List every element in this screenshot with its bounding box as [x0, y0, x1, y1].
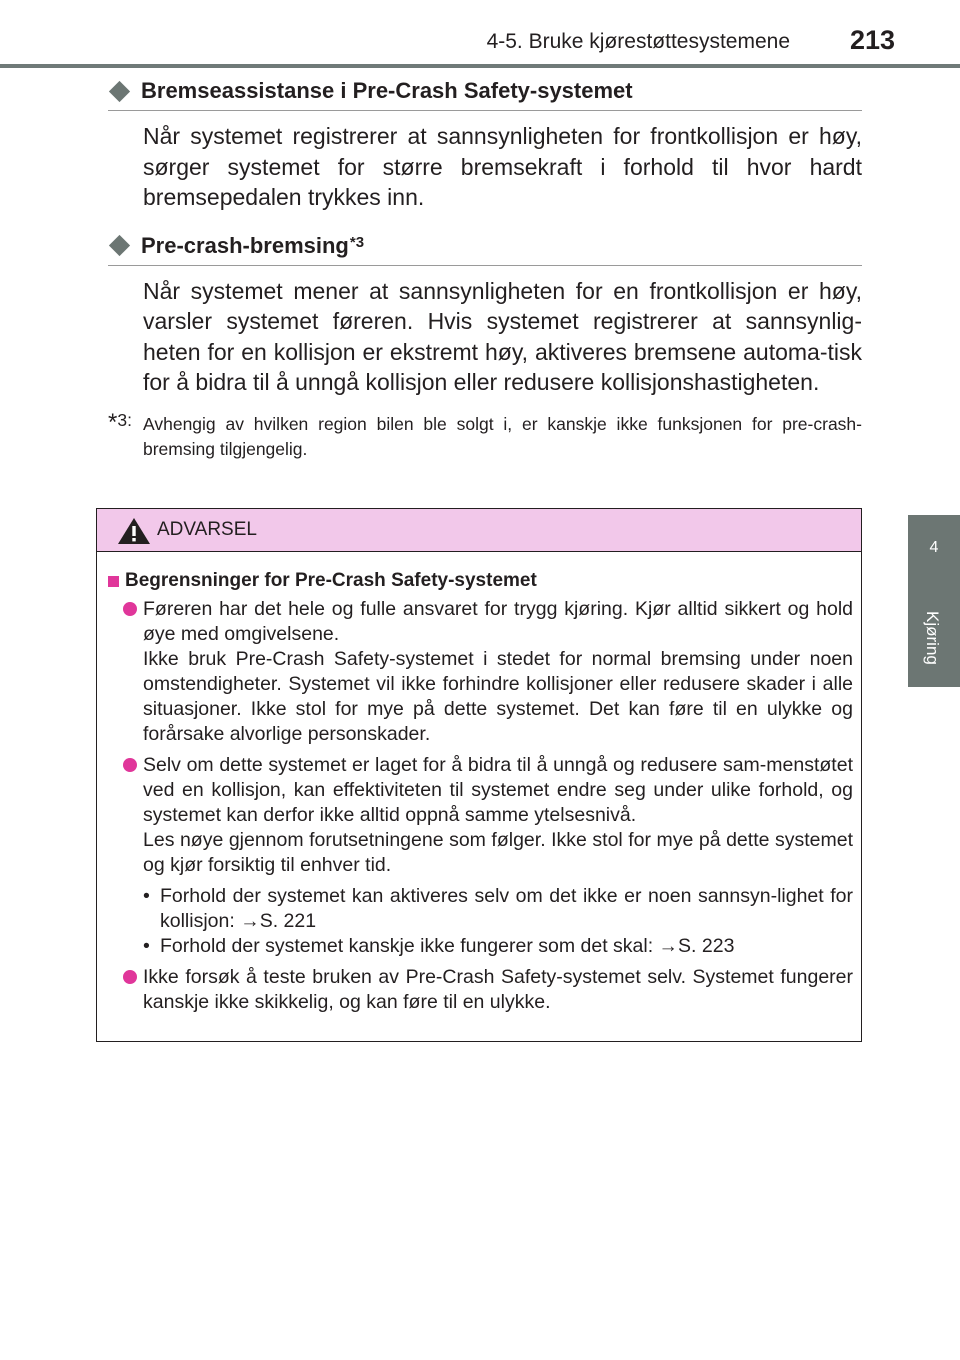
header-rule — [0, 64, 960, 68]
chapter-number: 4 — [929, 539, 939, 556]
footnote-star: * — [108, 408, 118, 436]
warning-point — [105, 597, 853, 747]
footnote-reference: *3 — [349, 234, 365, 251]
round-bullet-icon — [123, 602, 137, 616]
section-heading-text: Bremseassistanse i Pre-Crash Safety-systemet — [141, 78, 633, 103]
warning-paragraph: Føreren har det hele og fulle ansvaret for trygg kjøring. Kjør alltid sikkert og hold øye med omgivelsene. — [143, 598, 853, 645]
warning-body — [97, 552, 861, 1015]
chapter-label-tab — [908, 597, 960, 687]
warning-title: ADVARSEL — [157, 519, 257, 540]
warning-header — [97, 509, 861, 552]
sub-bullet-item — [143, 884, 853, 934]
warning-point — [105, 753, 853, 959]
section-heading-brake-assist — [108, 74, 862, 111]
section-heading-text: Pre-crash-bremsing — [141, 232, 349, 258]
round-bullet-icon — [123, 970, 137, 984]
diamond-icon — [109, 80, 130, 101]
chapter-tab — [908, 515, 960, 597]
footnote-text: Avhengig av hvilken region bilen ble solgt i, er kanskje ikke funksjonen for pre-crash-bremsing tilgjengelig. — [143, 413, 862, 459]
section-body-pre-crash-braking: Når systemet mener at sannsynligheten for en frontkollisjon er høy, varsler systemet føreren. Hvis systemet registrerer at sannsynlig-heten for en kollisjon er ekstremt høy, aktiveres bremsene automa-tisk for å bidra til å unngå kollisjon eller redusere kollisjonshastigheten. — [143, 277, 862, 395]
warning-paragraph: Les nøye gjennom forutsetningene som følger. Ikke stol for mye på dette systemet og kjør forsiktig til enhver tid. — [143, 829, 853, 876]
chapter-label: Kjøring — [923, 611, 942, 665]
main-content — [108, 74, 862, 462]
warning-triangle-icon — [117, 517, 151, 545]
bullet-dot-icon: • — [143, 885, 150, 907]
warning-paragraph: Ikke bruk Pre-Crash Safety-systemet i stedet for normal bremsing under noen omstendigheter. Systemet vil ikke forhindre kollisjoner eller redusere skader i alle situasjoner. Ikke stol for mye på dette systemet. Det kan føre til en ulykke og forårsake alvorlige personskader. — [143, 648, 853, 745]
section-body-brake-assist: Når systemet registrerer at sannsynligheten for frontkollisjon er høy, sørger systemet for større bremsekraft i forhold til hvor hardt bremsepedalen trykkes inn. — [143, 123, 862, 210]
sub-bullet-item — [143, 934, 853, 959]
warning-subheading-text: Begrensninger for Pre-Crash Safety-systemet — [125, 570, 537, 591]
bullet-dot-icon: • — [143, 935, 150, 957]
page-header — [0, 0, 960, 70]
warning-paragraph: Ikke forsøk å teste bruken av Pre-Crash Safety-systemet selv. Systemet fungerer kanskje ikke skikkelig, og kan føre til en ulykke. — [143, 966, 853, 1013]
footnote — [108, 408, 862, 462]
round-bullet-icon — [123, 758, 137, 772]
warning-box — [96, 508, 862, 1042]
sub-bullet-list — [143, 884, 853, 959]
square-bullet-icon — [108, 576, 119, 587]
sub-bullet-text: Forhold der systemet kan aktiveres selv om det ikke er noen sannsyn-lighet for kollisjon: →S. 221 — [160, 885, 853, 932]
footnote-number: 3: — [117, 409, 132, 430]
footnote-marker — [108, 408, 132, 435]
header-section-title: 4-5. Bruke kjørestøttesystemene — [486, 30, 790, 53]
warning-subheading — [105, 570, 853, 592]
warning-point — [105, 965, 853, 1015]
diamond-icon — [109, 235, 130, 256]
warning-paragraph: Selv om dette systemet er laget for å bidra til å unngå og redusere sam-menstøtet ved en kollisjon, kan effektiviteten til systemet endre seg under ulike forhold, og systemet kan derfor ikke alltid oppnå samme ytelsesnivå. — [143, 754, 853, 826]
page-number: 213 — [849, 25, 895, 55]
sub-bullet-text: Forhold der systemet kanskje ikke fungerer som det skal: →S. 223 — [160, 935, 735, 957]
section-heading-pre-crash-braking — [108, 229, 862, 266]
